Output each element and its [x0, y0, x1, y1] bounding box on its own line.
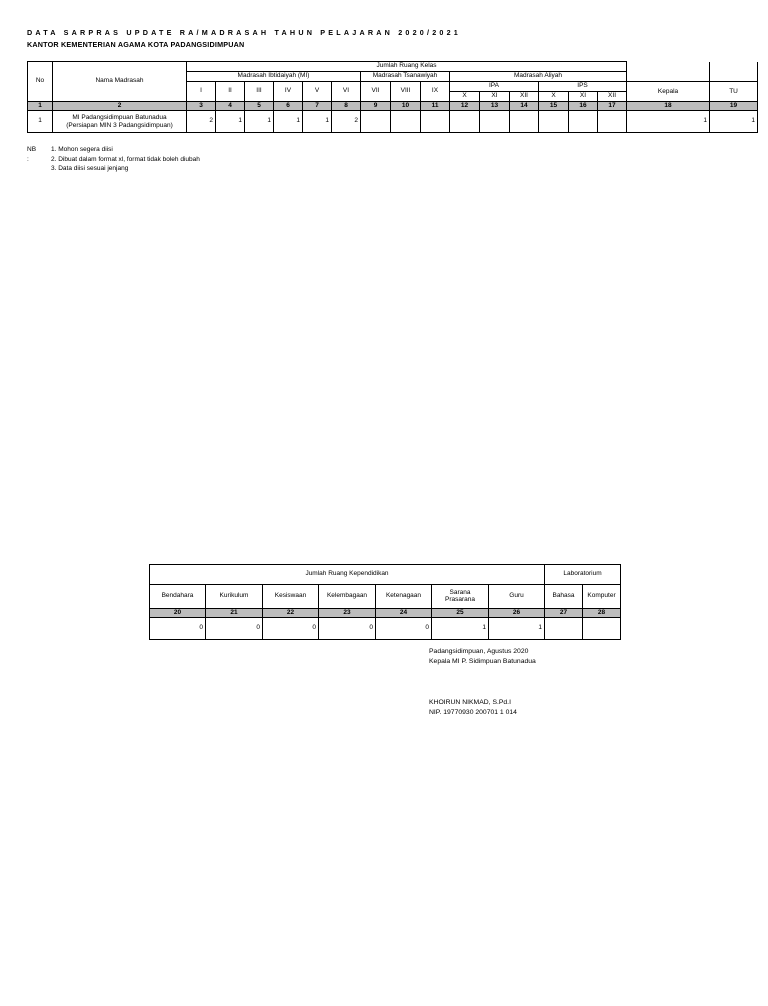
col-name-header: Nama Madrasah: [53, 62, 187, 102]
ips-value: [539, 111, 569, 133]
ipa-value: [510, 111, 539, 133]
grade-header: IX: [421, 82, 450, 102]
mts-value: [421, 111, 450, 133]
table-row: [150, 618, 621, 640]
col-header: Kurikulum: [206, 585, 263, 609]
mi-value: 1: [274, 111, 303, 133]
grade-header: II: [216, 82, 245, 102]
note-item: 1. Mohon segera diisi: [51, 146, 113, 153]
signature-name: KHOIRUN NIKMAD, S.Pd.I: [429, 699, 511, 706]
col-number: 21: [206, 609, 263, 618]
madrasah-name-line2: (Persiapan MIN 3 Padangsidimpuan): [66, 121, 173, 129]
grade-header: VIII: [391, 82, 421, 102]
signature-nip: NIP. 19770930 200701 1 014: [429, 709, 517, 716]
classroom-table: [27, 61, 758, 133]
mi-value: 2: [187, 111, 216, 133]
signature-position: Kepala MI P. Sidimpuan Batunadua: [429, 658, 536, 665]
ipa-value: [450, 111, 480, 133]
tu-value: 1: [710, 111, 758, 133]
mts-value: [361, 111, 391, 133]
col-number: 8: [332, 102, 361, 111]
col-number: 26: [489, 609, 545, 618]
column-number-row: [28, 102, 758, 111]
staff-value: 1: [489, 618, 545, 640]
kepala-header: Kepala: [657, 87, 679, 95]
ips-value: [569, 111, 598, 133]
notes-label: NB :: [27, 146, 37, 163]
mi-header: Madrasah Ibtidaiyah (MI): [187, 72, 361, 82]
kepala-value: 1: [627, 111, 710, 133]
col-number: 15: [539, 102, 569, 111]
staff-value: 0: [376, 618, 432, 640]
col-number: 27: [545, 609, 583, 618]
note-item: 3. Data diisi sesuai jenjang: [51, 165, 129, 172]
col-number: 22: [263, 609, 319, 618]
ma-header: Madrasah Aliyah: [450, 72, 627, 82]
col-no-header: No: [28, 62, 53, 102]
col-number: 18: [627, 102, 710, 111]
grade-header: XI: [569, 92, 598, 102]
col-number: 6: [274, 102, 303, 111]
col-number: 24: [376, 609, 432, 618]
col-number: 19: [710, 102, 758, 111]
col-number: 2: [53, 102, 187, 111]
cell-divider: [627, 81, 710, 82]
signature-place-date: Padangsidimpuan, Agustus 2020: [429, 648, 529, 655]
col-number: 1: [28, 102, 53, 111]
tu-header: TU: [729, 87, 738, 95]
row-no: 1: [28, 111, 53, 133]
col-number: 5: [245, 102, 274, 111]
col-header: Kelembagaan: [319, 585, 376, 609]
col-number: 28: [583, 609, 621, 618]
col-number: 10: [391, 102, 421, 111]
staff-value: 1: [432, 618, 489, 640]
lab-value: [545, 618, 583, 640]
col-header: Guru: [489, 585, 545, 609]
table-row: [28, 111, 758, 133]
grade-header: XII: [598, 92, 627, 102]
col-number: 14: [510, 102, 539, 111]
grade-header: III: [245, 82, 274, 102]
col-number: 16: [569, 102, 598, 111]
grade-header: IV: [274, 82, 303, 102]
mi-value: 1: [216, 111, 245, 133]
grade-header: V: [303, 82, 332, 102]
col-number: 4: [216, 102, 245, 111]
lab-value: [583, 618, 621, 640]
mi-value: 1: [303, 111, 332, 133]
col-header: Kesiswaan: [263, 585, 319, 609]
col-number: 3: [187, 102, 216, 111]
col-number: 7: [303, 102, 332, 111]
ipa-header: IPA: [450, 82, 539, 92]
document-title: DATA SARPRAS UPDATE RA/MADRASAH TAHUN PELAJARAN 2020/2021: [27, 28, 461, 37]
mts-value: [391, 111, 421, 133]
col-number: 9: [361, 102, 391, 111]
mi-value: 2: [332, 111, 361, 133]
col-number: 12: [450, 102, 480, 111]
ips-value: [598, 111, 627, 133]
madrasah-name-line1: MI Padangsidimpuan Batunadua: [72, 113, 167, 121]
staff-value: 0: [150, 618, 206, 640]
laboratorium-header: Laboratorium: [545, 565, 621, 585]
grade-header: XI: [480, 92, 510, 102]
staff-value: 0: [206, 618, 263, 640]
col-number: 20: [150, 609, 206, 618]
col-header: Bendahara: [150, 585, 206, 609]
cell-divider: [710, 81, 758, 82]
col-header: Ketenagaan: [376, 585, 432, 609]
staff-value: 0: [263, 618, 319, 640]
note-item: 2. Dibuat dalam format xl, format tidak boleh diubah: [51, 155, 200, 163]
grade-header: VII: [361, 82, 391, 102]
ips-header: IPS: [539, 82, 627, 92]
col-number: 23: [319, 609, 376, 618]
col-header: Komputer: [583, 585, 621, 609]
col-number: 13: [480, 102, 510, 111]
ipa-value: [480, 111, 510, 133]
document-subtitle: KANTOR KEMENTERIAN AGAMA KOTA PADANGSIDIMPUAN: [27, 40, 245, 49]
col-number: 17: [598, 102, 627, 111]
staff-room-table: [149, 564, 621, 640]
kependidikan-header: Jumlah Ruang Kependidikan: [150, 565, 545, 585]
staff-value: 0: [319, 618, 376, 640]
jumlah-ruang-kelas-header: Jumlah Ruang Kelas: [187, 62, 627, 72]
grade-header: I: [187, 82, 216, 102]
col-number: 11: [421, 102, 450, 111]
grade-header: X: [450, 92, 480, 102]
grade-header: X: [539, 92, 569, 102]
grade-header: XII: [510, 92, 539, 102]
mts-header: Madrasah Tsanawiyah: [361, 72, 450, 82]
column-number-row: [150, 609, 621, 618]
grade-header: VI: [332, 82, 361, 102]
col-number: 25: [432, 609, 489, 618]
madrasah-name: [53, 111, 187, 133]
col-header: Bahasa: [545, 585, 583, 609]
col-header: Sarana Prasarana: [432, 585, 489, 609]
mi-value: 1: [245, 111, 274, 133]
